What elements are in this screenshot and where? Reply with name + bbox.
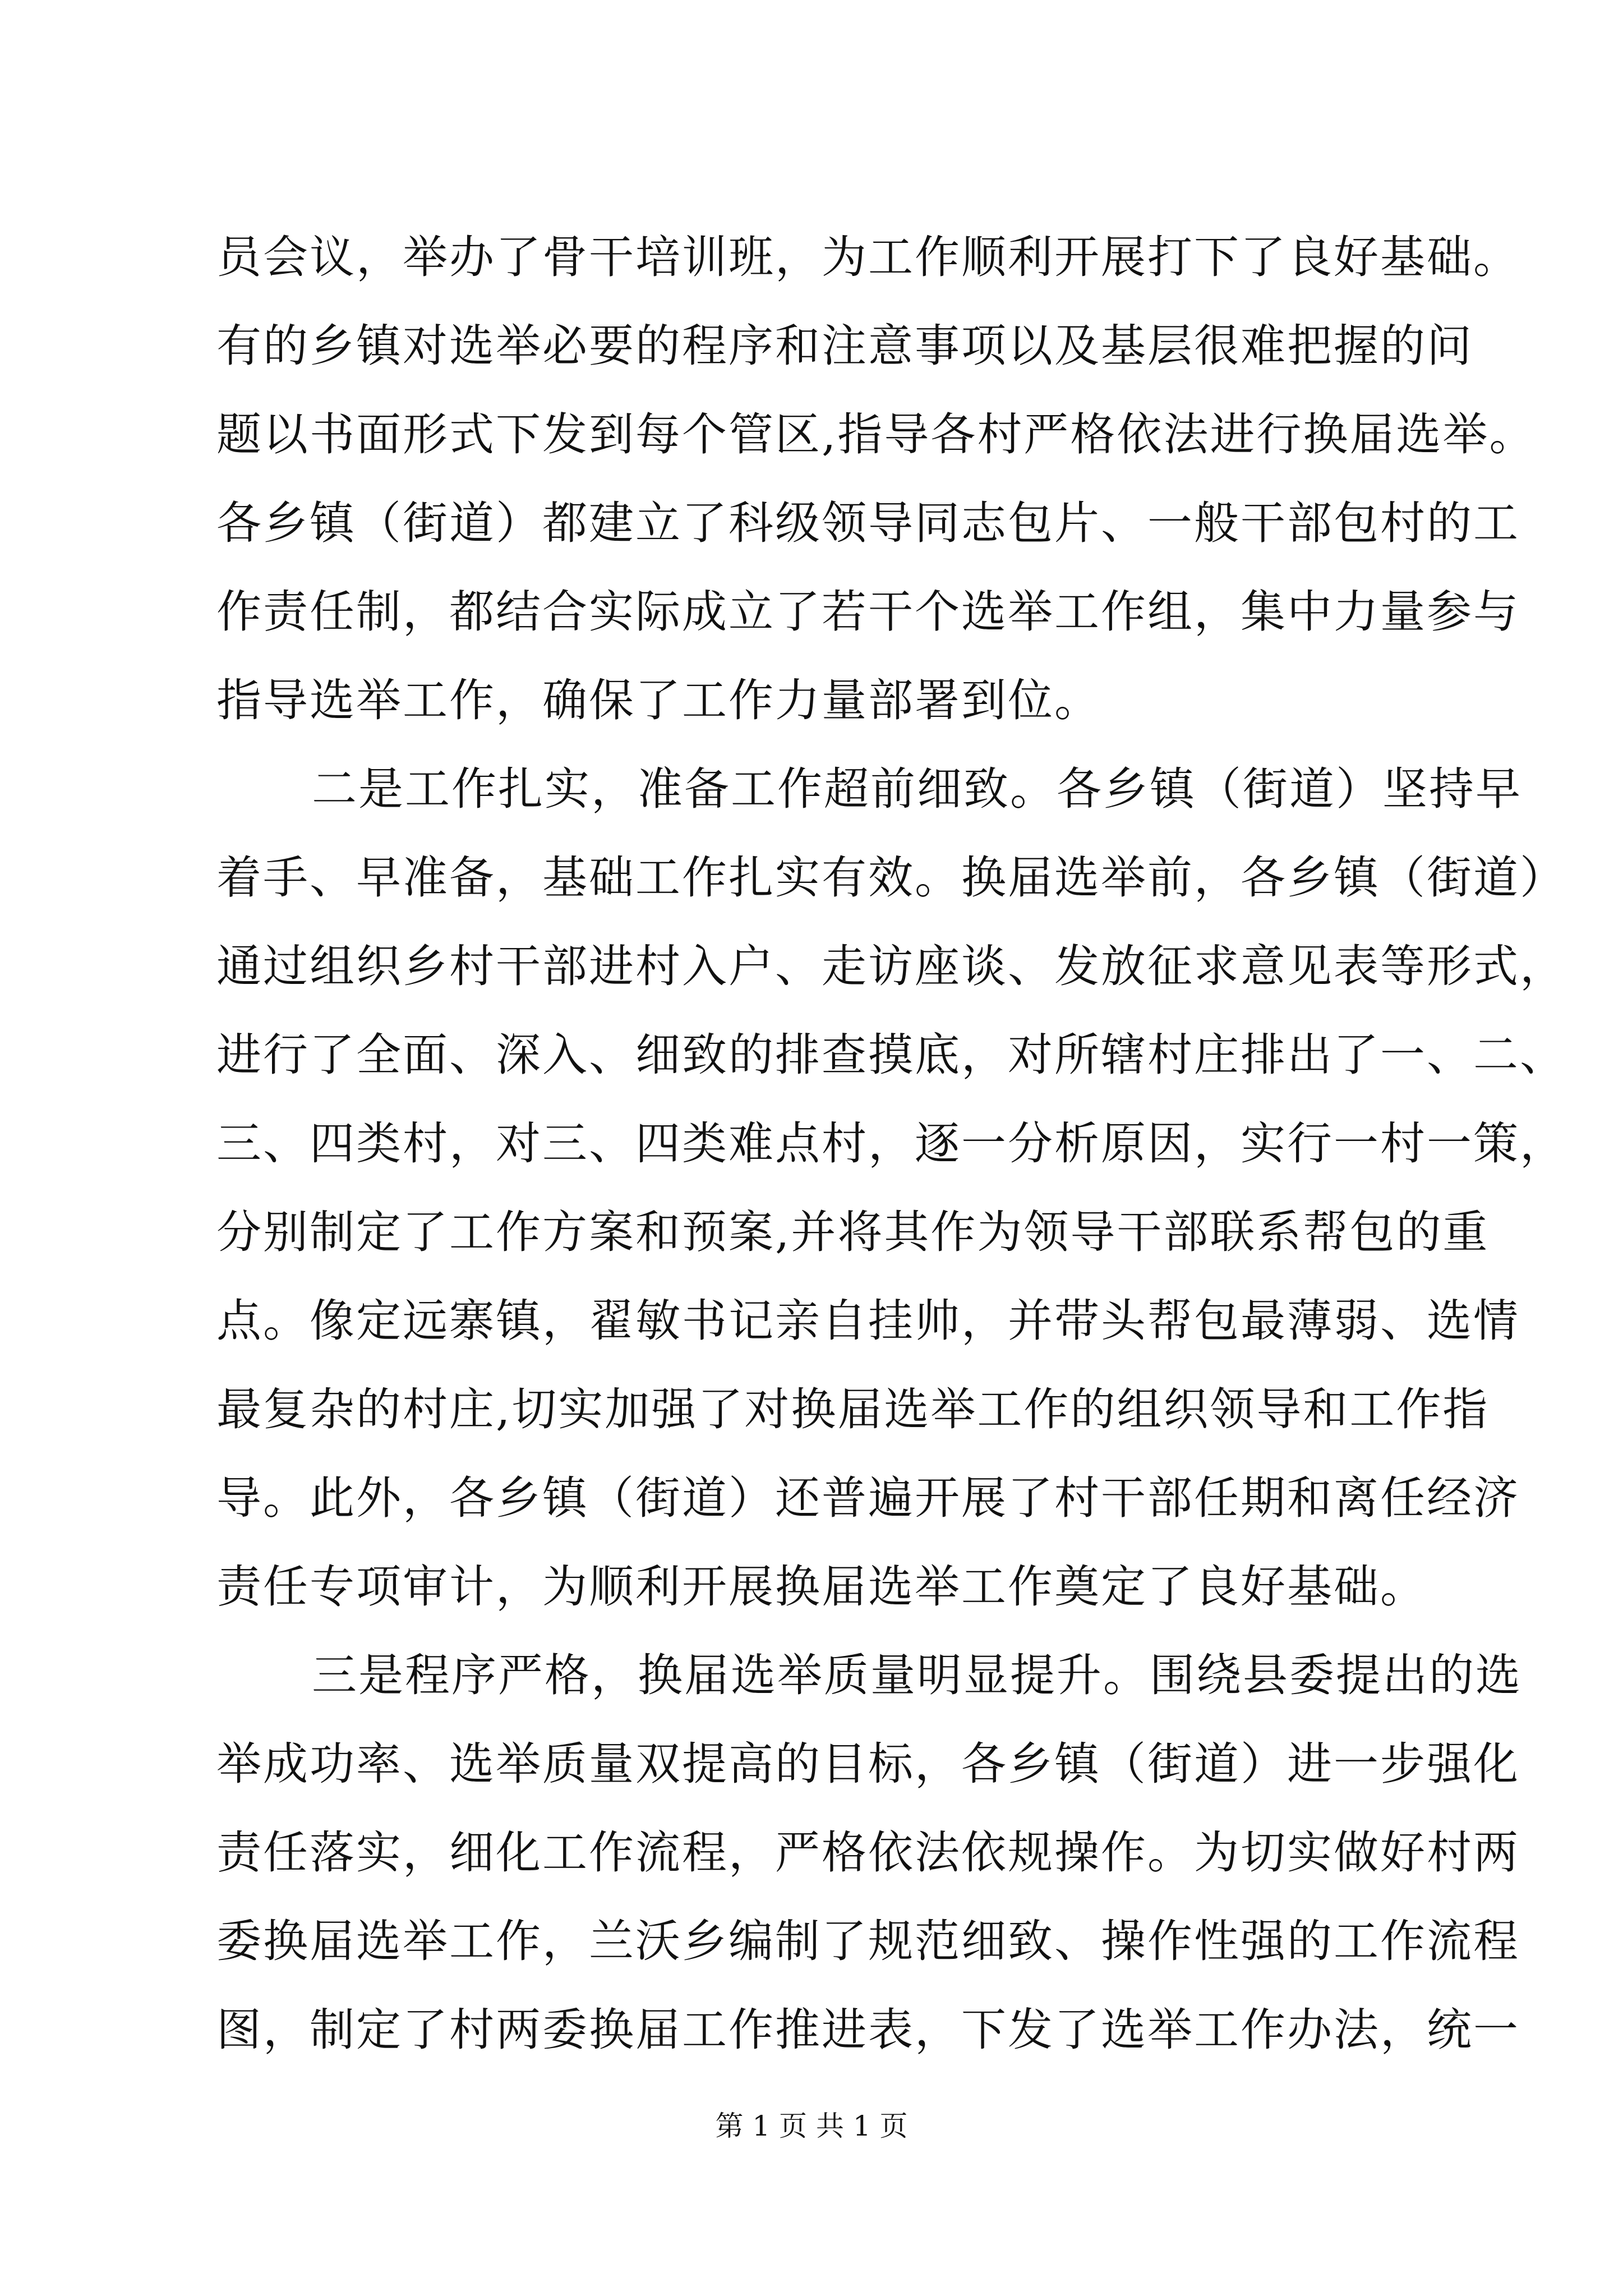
- text-line: 进行了全面、深入、细致的排查摸底，对所辖村庄排出了一、二、: [216, 1029, 1566, 1081]
- paragraph-first-line: 二是工作扎实，准备工作超前细致。各乡镇（街道）坚持早: [312, 763, 1522, 815]
- page-number: 第 1 页 共 1 页: [715, 2110, 908, 2142]
- text-line: 图，制定了村两委换届工作推进表，下发了选举工作办法，统一: [216, 2004, 1520, 2056]
- text-line: 指导选举工作，确保了工作力量部署到位。: [216, 674, 1101, 726]
- paragraph-first-line: 三是程序严格，换届选举质量明显提升。围绕县委提出的选: [312, 1649, 1522, 1701]
- text-line: 着手、早准备，基础工作扎实有效。换届选举前，各乡镇（街道）: [216, 852, 1566, 904]
- text-line: 有的乡镇对选举必要的程序和注意事项以及基层很难把握的问: [216, 320, 1473, 372]
- text-line: 责任专项审计，为顺利开展换届选举工作奠定了良好基础。: [216, 1561, 1427, 1613]
- text-line: 最复杂的村庄,切实加强了对换届选举工作的组织领导和工作指: [216, 1383, 1490, 1435]
- text-line: 举成功率、选举质量双提高的目标，各乡镇（街道）进一步强化: [216, 1738, 1520, 1790]
- document-body: [216, 213, 1566, 2074]
- text-line: 导。此外，各乡镇（街道）还普遍开展了村干部任期和离任经济: [216, 1472, 1520, 1524]
- text-line: 作责任制，都结合实际成立了若干个选举工作组，集中力量参与: [216, 586, 1520, 638]
- text-line: 题以书面形式下发到每个管区,指导各村严格依法进行换届选举。: [216, 408, 1536, 461]
- text-line: 员会议，举办了骨干培训班，为工作顺利开展打下了良好基础。: [216, 231, 1520, 283]
- text-line: 通过组织乡村干部进村入户、走访座谈、发放征求意见表等形式，: [216, 940, 1566, 992]
- text-line: 责任落实，细化工作流程，严格依法依规操作。为切实做好村两: [216, 1826, 1520, 1879]
- text-line: 各乡镇（街道）都建立了科级领导同志包片、一般干部包村的工: [216, 497, 1520, 549]
- text-line: 三、四类村，对三、四类难点村，逐一分析原因，实行一村一策，: [216, 1117, 1566, 1170]
- text-line: 委换届选举工作，兰沃乡编制了规范细致、操作性强的工作流程: [216, 1915, 1520, 1967]
- text-line: 分别制定了工作方案和预案,并将其作为领导干部联系帮包的重: [216, 1206, 1490, 1258]
- text-line: 点。像定远寨镇，翟敏书记亲自挂帅，并带头帮包最薄弱、选情: [216, 1295, 1520, 1347]
- page-footer: [0, 2109, 1623, 2143]
